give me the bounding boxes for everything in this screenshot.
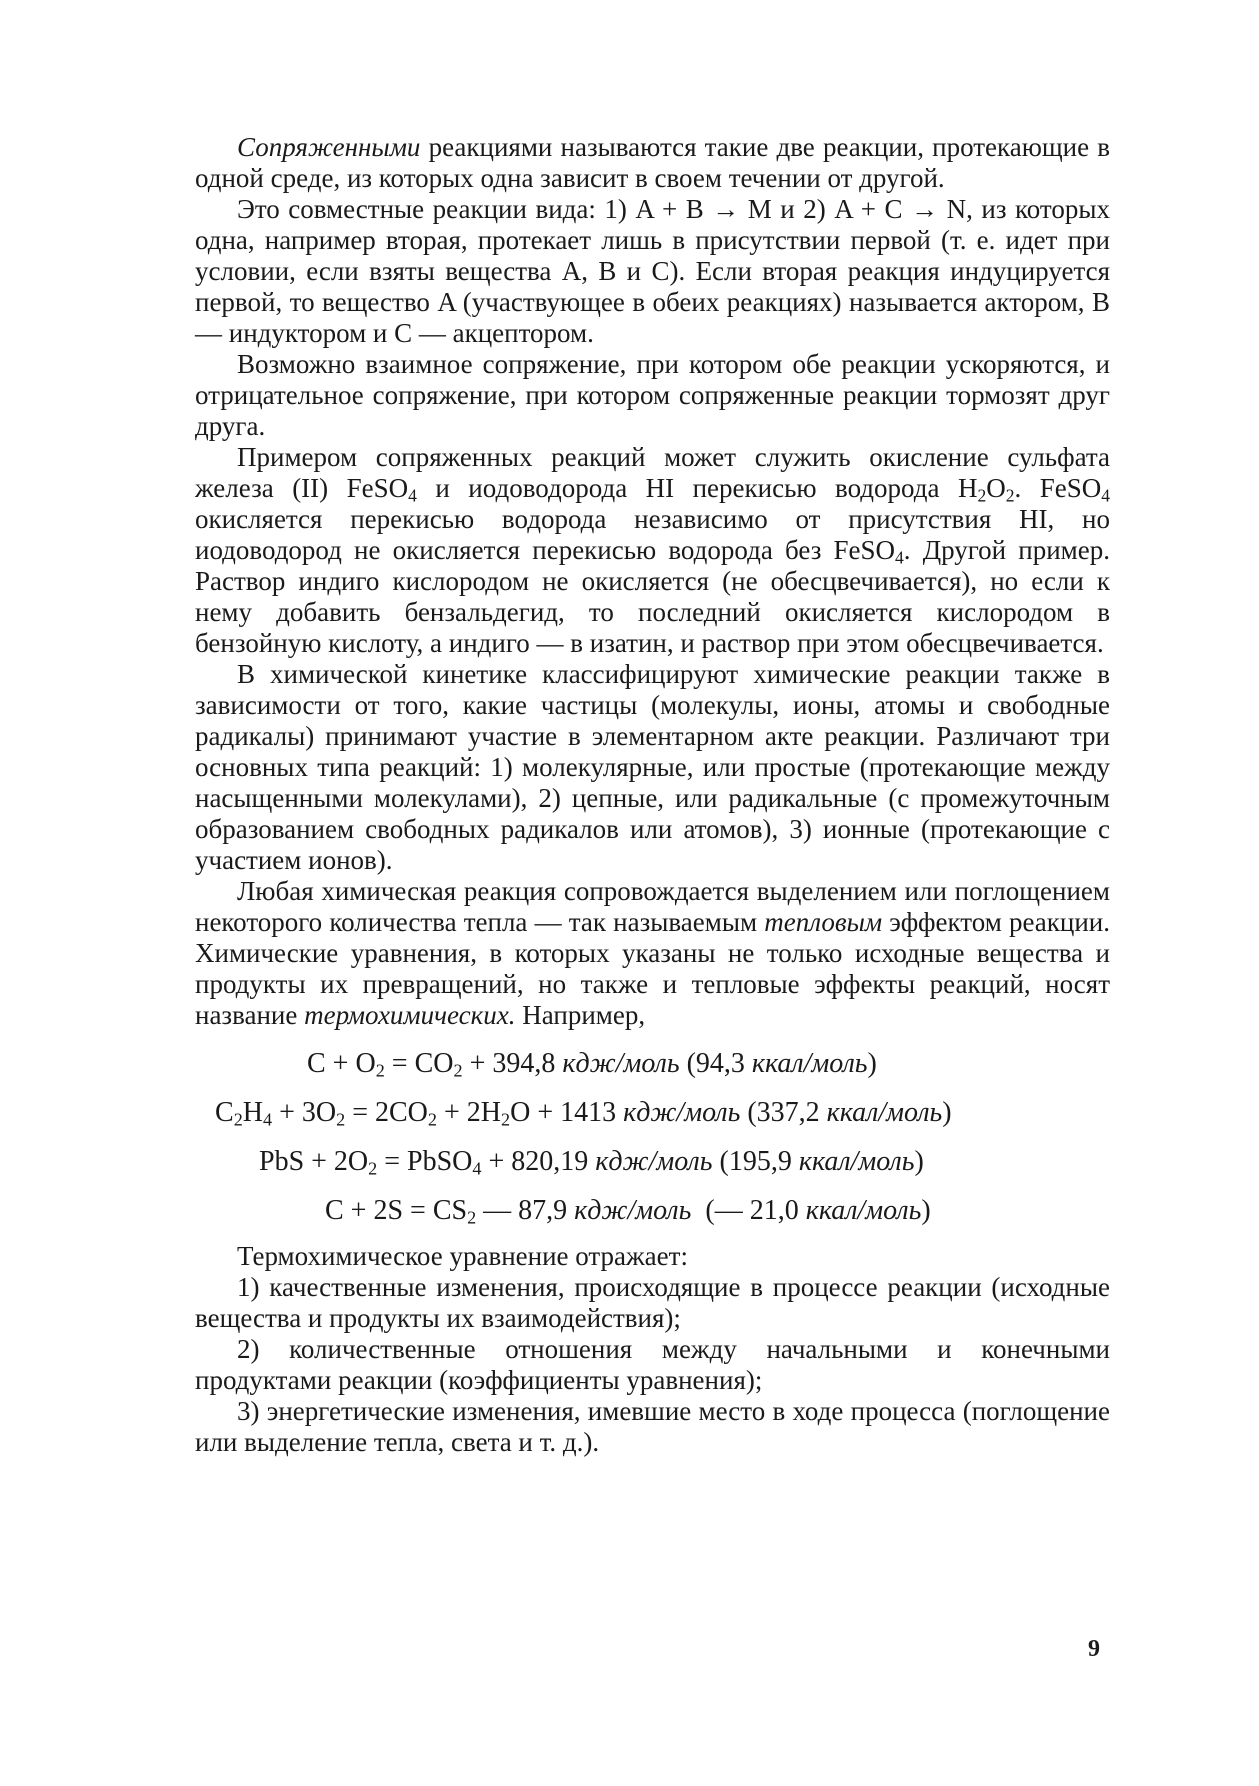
eq-part: + 394,8 (462, 1048, 563, 1079)
eq-part: (94,3 (679, 1048, 752, 1079)
subscript: 4 (895, 547, 904, 568)
paragraph-text: Например, (515, 1000, 646, 1030)
paragraph-text: O (986, 473, 1006, 503)
paragraph-text: . Другой пример. Раствор индиго кислородом не окисляется (не обесцвечивается), но если к нему добавить бензальдегид, то последний окисляется кислородом в бензойную кислоту, а индиго — в изатин, и раствор при этом обесцвечивается. (195, 535, 1110, 658)
list-item-energetic: 3) энергетические изменения, имевшие место в ходе процесса (поглощение или выделение тепла, света и т. д.). (195, 1396, 1110, 1457)
eq-part: (— 21,0 (691, 1195, 806, 1226)
subscript: 2 (467, 1207, 477, 1228)
unit-kj-mol: кдж/моль (562, 1048, 680, 1079)
subscript: 2 (977, 485, 987, 506)
subscript: 4 (472, 1158, 482, 1179)
paragraph-kinetics-classification: В химической кинетике классифицируют химические реакции также в зависимости от того, какие частицы (молекулы, ионы, атомы и свободные радикалы) принимают участие в элементарном акте реакции. Различают три основных типа реакций: 1) молекулярные, или простые (протекающие между насыщенными молекулами), 2) цепные, или радикальные (с промежуточным образованием свободных радикалов или атомов), 3) ионные (протекающие с участием ионов). (195, 659, 1110, 875)
eq-part: = CO (384, 1048, 454, 1079)
subscript: 2 (368, 1158, 378, 1179)
unit-kcal-mol: ккал/моль (751, 1048, 868, 1079)
paragraph-text: Примером сопряженных реакций может служить окисление сульфата железа (II) FeSO (195, 442, 1110, 503)
term-thermal: тепловым (764, 907, 883, 937)
paragraph-thermal-effect (195, 876, 1110, 1031)
subscript: 4 (1101, 485, 1111, 506)
paragraph-thermochemical-reflects: Термохимическое уравнение отражает: (237, 1241, 688, 1271)
subscript: 2 (336, 1109, 346, 1130)
subscript: 2 (375, 1060, 385, 1081)
eq-part: (195,9 (712, 1146, 799, 1177)
eq-part: O + 1413 (510, 1097, 624, 1128)
eq-part: C + 2S = CS (325, 1195, 468, 1226)
list-item-qualitative: 1) качественные изменения, происходящие в процессе реакции (исходные вещества и продукты их взаимодействия); (195, 1272, 1110, 1333)
paragraph-example (195, 442, 1110, 659)
eq-part: C + O (307, 1048, 376, 1079)
subscript: 2 (427, 1109, 437, 1130)
eq-part: ) (942, 1097, 952, 1128)
eq-part: = 2CO (345, 1097, 428, 1128)
list-item-quantitative: 2) количественные отношения между начальными и конечными продуктами реакции (коэффициенты уравнения); (195, 1334, 1110, 1395)
term-thermochemical: термохимических. (304, 1000, 516, 1030)
equation-ethylene-combustion (195, 1088, 1110, 1137)
paragraph-reaction-types: Это совместные реакции вида: 1) A + B → M и 2) A + C → N, из которых одна, например вторая, протекает лишь в присутствии первой (т. е. идет при условии, если взяты вещества A, B и C). Если вторая реакция индуцируется первой, то вещество A (участвующее в обеих реакциях) называется актором, B — индуктором и C — акцептором. (195, 194, 1110, 348)
equation-block (195, 1039, 1110, 1235)
unit-kj-mol: кдж/моль (623, 1097, 741, 1128)
equation-carbon-oxygen (195, 1039, 1110, 1088)
paragraph-text: . FeSO (1014, 473, 1102, 503)
eq-part: + 820,19 (481, 1146, 596, 1177)
subscript: 4 (263, 1109, 273, 1130)
paragraph-text: Любая химическая реакция сопровождается выделением или поглощением некоторого количества тепла — так называемым (195, 876, 1110, 937)
paragraph-mutual-conjugation: Возможно взаимное сопряжение, при котором обе реакции ускоряются, и отрицательное сопряжение, при котором сопряженные реакции тормозят друг друга. (195, 349, 1110, 441)
unit-kcal-mol: ккал/моль (805, 1195, 922, 1226)
eq-part: = PbSO (377, 1146, 473, 1177)
eq-part: (337,2 (740, 1097, 827, 1128)
paragraph-conjugated-definition (195, 132, 1110, 194)
subscript: 2 (453, 1060, 463, 1081)
paragraph-text: и иодоводорода HI перекисью водорода H (416, 473, 978, 503)
subscript: 2 (501, 1109, 511, 1130)
subscript: 4 (408, 485, 417, 506)
eq-part: H (242, 1097, 264, 1128)
page-body (195, 132, 1110, 1458)
equation-carbon-disulfide (195, 1186, 1110, 1235)
eq-part: PbS + 2O (259, 1146, 369, 1177)
eq-part: + 3O (272, 1097, 337, 1128)
paragraph-text: окисляется перекисью водорода независимо от присутствия HI, но иодоводород не окисляется перекисью водорода без FeSO (195, 504, 1110, 565)
page-number: 9 (1088, 1636, 1100, 1662)
equation-lead-sulfide (195, 1137, 1110, 1186)
subscript: 2 (233, 1109, 243, 1130)
unit-kj-mol: кдж/моль (595, 1146, 713, 1177)
eq-part: + 2H (437, 1097, 502, 1128)
eq-part: ) (914, 1146, 924, 1177)
unit-kj-mol: кдж/моль (574, 1195, 692, 1226)
term-conjugated: Сопряженными (237, 132, 421, 162)
paragraph-text: эффектом реакции. Химические уравнения, в которых указаны не только исходные вещества и продукты их превращений, но также и тепловые эффекты реакций, носят название (195, 907, 1110, 1030)
eq-part: ) (921, 1195, 931, 1226)
unit-kcal-mol: ккал/моль (798, 1146, 915, 1177)
eq-part: — 87,9 (476, 1195, 575, 1226)
eq-part: C (215, 1097, 234, 1128)
eq-part: ) (867, 1048, 877, 1079)
subscript: 2 (1005, 485, 1015, 506)
paragraph-text: реакциями называются такие две реакции, протекающие в одной среде, из которых одна зависит в своем течении от другой. (195, 132, 1110, 193)
unit-kcal-mol: ккал/моль (826, 1097, 943, 1128)
